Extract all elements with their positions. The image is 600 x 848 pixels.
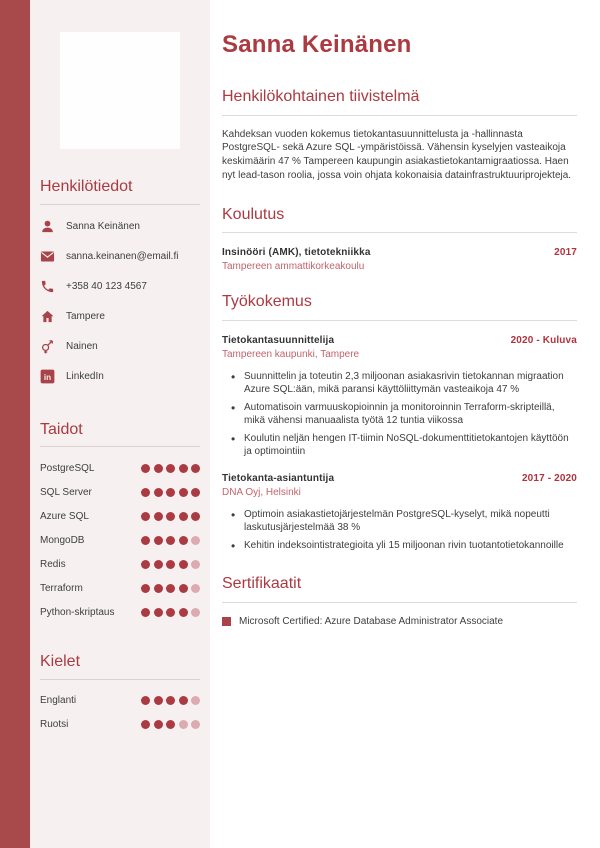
language-rating xyxy=(141,696,200,705)
skill-item xyxy=(40,504,200,528)
rating-dot-filled xyxy=(166,488,175,497)
rating-dot-filled xyxy=(141,512,150,521)
skill-item xyxy=(40,480,200,504)
sidebar-heading-skills: Taidot xyxy=(40,420,83,438)
rating-dot-filled xyxy=(154,512,163,521)
contact-list xyxy=(40,212,200,392)
sidebar-section-skills xyxy=(40,421,200,625)
bullet-item: • Suunnittelin ja toteutin 2,3 miljoonan asiakasrivin tietokannan migraation Azure SQL:ään, mikä paransi käyttöliittymän vasteaikoja 47 % xyxy=(222,370,577,397)
skill-label: SQL Server xyxy=(40,486,92,498)
bullet-item: • Optimoin asiakastietojärjestelmän PostgreSQL-kyselyt, mikä nopeutti laskutusjärjestelmää 38 % xyxy=(222,508,577,535)
skill-rating xyxy=(141,608,200,617)
rating-dot-filled xyxy=(166,584,175,593)
experience-entry-header xyxy=(222,473,577,484)
contact-item xyxy=(40,362,200,392)
rating-dot-filled xyxy=(166,536,175,545)
section-experience xyxy=(222,293,577,552)
contact-label: Nainen xyxy=(66,341,98,353)
rating-dot-filled xyxy=(166,608,175,617)
rating-dot-empty xyxy=(179,720,188,729)
skill-label: MongoDB xyxy=(40,534,85,546)
skills-list xyxy=(40,456,200,624)
experience-section-title: Työkokemus xyxy=(222,293,312,311)
education-entries xyxy=(222,247,577,272)
rating-dot-empty xyxy=(191,560,200,569)
experience-entries xyxy=(222,335,577,553)
rating-dot-filled xyxy=(179,488,188,497)
rating-dot-filled xyxy=(154,464,163,473)
rating-dot-filled xyxy=(141,464,150,473)
experience-entry-header xyxy=(222,335,577,346)
section-summary xyxy=(222,88,577,183)
rating-dot-filled xyxy=(141,560,150,569)
rating-dot-filled xyxy=(179,608,188,617)
rating-dot-filled xyxy=(166,696,175,705)
skill-rating xyxy=(141,560,200,569)
rating-dot-filled xyxy=(141,720,150,729)
job-title: Tietokanta-asiantuntija xyxy=(222,472,335,484)
job-title: Tietokantasuunnittelija xyxy=(222,334,335,346)
skill-item xyxy=(40,576,200,600)
rating-dot-empty xyxy=(191,696,200,705)
sidebar xyxy=(30,0,210,848)
school-name: Tampereen ammattikorkeakoulu xyxy=(222,261,365,273)
rating-dot-filled xyxy=(154,536,163,545)
rating-dot-filled xyxy=(179,512,188,521)
photo-placeholder xyxy=(60,32,180,149)
employer-name: Tampereen kaupunki, Tampere xyxy=(222,348,360,360)
rating-dot-filled xyxy=(191,464,200,473)
skill-rating xyxy=(141,584,200,593)
certification-item xyxy=(222,616,577,627)
phone-icon xyxy=(40,279,55,294)
job-bullets xyxy=(222,370,577,459)
job-date: 2020 - Kuluva xyxy=(510,334,577,346)
languages-list xyxy=(40,689,200,737)
bullet-item: • Kehitin indeksointistrategioita yli 15 miljoonan rivin tuotantotietokannoille xyxy=(222,539,577,553)
skill-item xyxy=(40,552,200,576)
education-date: 2017 xyxy=(554,247,577,259)
rating-dot-empty xyxy=(191,584,200,593)
rating-dot-filled xyxy=(166,560,175,569)
language-label: Ruotsi xyxy=(40,719,69,731)
contact-item xyxy=(40,212,200,242)
contact-label: +358 40 123 4567 xyxy=(66,281,147,293)
section-certifications xyxy=(222,575,577,627)
job-bullets xyxy=(222,508,577,553)
skill-label: Redis xyxy=(40,558,66,570)
sidebar-section-contact xyxy=(40,178,200,392)
bullet-item: • Automatisoin varmuuskopioinnin ja monitoroinnin Terraform-skripteillä, mikä vähensi manuaalista työtä 12 tuntia viikossa xyxy=(222,401,577,428)
section-divider xyxy=(222,602,577,603)
summary-text: Kahdeksan vuoden kokemus tietokantasuunnittelusta ja -hallinnasta PostgreSQL- sekä Azure SQL -ympäristöissä. Vähensin kyselyjen vasteaikoja keskimäärin 47 % Tampereen kaupungin asiakastietokantamigraatiossa. Haen nyt lead-tason roolia, jossa voin ohjata kokonaisia datainfrastruktuuriprojekteja. xyxy=(222,128,572,181)
person-icon xyxy=(40,219,55,234)
employer-name: DNA Oyj, Helsinki xyxy=(222,486,301,498)
language-rating xyxy=(141,720,200,729)
skill-label: Python-skriptaus xyxy=(40,606,115,618)
rating-dot-filled xyxy=(191,488,200,497)
rating-dot-filled xyxy=(141,608,150,617)
skill-label: PostgreSQL xyxy=(40,462,95,474)
language-item xyxy=(40,713,200,737)
education-entry-header xyxy=(222,247,577,258)
rating-dot-filled xyxy=(179,464,188,473)
job-date: 2017 - 2020 xyxy=(521,472,577,484)
contact-item xyxy=(40,302,200,332)
rating-dot-filled xyxy=(166,512,175,521)
skill-rating xyxy=(141,512,200,521)
rating-dot-empty xyxy=(191,608,200,617)
language-label: Englanti xyxy=(40,695,77,707)
rating-dot-filled xyxy=(166,464,175,473)
rating-dot-filled xyxy=(141,536,150,545)
section-divider xyxy=(222,115,577,116)
contact-item xyxy=(40,242,200,272)
contact-item xyxy=(40,332,200,362)
skill-rating xyxy=(141,536,200,545)
accent-stripe xyxy=(0,0,30,848)
sidebar-heading-languages: Kielet xyxy=(40,653,81,671)
sidebar-heading-contact: Henkilötiedot xyxy=(40,178,133,195)
rating-dot-filled xyxy=(179,584,188,593)
contact-label: LinkedIn xyxy=(66,371,104,383)
page-title: Sanna Keinänen xyxy=(222,31,412,58)
svg-text:in: in xyxy=(43,373,52,383)
certificate-square-icon xyxy=(222,617,231,626)
skill-item xyxy=(40,528,200,552)
degree-title: Insinööri (AMK), tietotekniikka xyxy=(222,247,371,259)
linkedin-icon xyxy=(40,369,55,384)
bullet-item: • Koulutin neljän hengen IT-tiimin NoSQL-dokumenttitietokantojen käyttöön ja optimointiin xyxy=(222,432,577,459)
experience-entry xyxy=(222,473,577,553)
certifications-list xyxy=(222,616,577,627)
rating-dot-empty xyxy=(191,536,200,545)
certification-label: Microsoft Certified: Azure Database Administrator Associate xyxy=(239,616,504,628)
envelope-icon xyxy=(40,249,55,264)
experience-entry xyxy=(222,335,577,459)
rating-dot-filled xyxy=(166,720,175,729)
certifications-section-title: Sertifikaatit xyxy=(222,575,302,593)
skill-rating xyxy=(141,464,200,473)
rating-dot-filled xyxy=(141,696,150,705)
contact-label: sanna.keinanen@email.fi xyxy=(66,251,179,263)
skill-item xyxy=(40,456,200,480)
sidebar-divider xyxy=(40,679,200,680)
education-entry xyxy=(222,247,577,272)
section-divider xyxy=(222,232,577,233)
rating-dot-filled xyxy=(179,536,188,545)
rating-dot-filled xyxy=(179,696,188,705)
contact-item xyxy=(40,272,200,302)
rating-dot-filled xyxy=(154,584,163,593)
rating-dot-filled xyxy=(154,488,163,497)
sidebar-section-languages xyxy=(40,653,200,737)
rating-dot-filled xyxy=(141,488,150,497)
rating-dot-filled xyxy=(154,608,163,617)
rating-dot-filled xyxy=(179,560,188,569)
gender-icon xyxy=(40,339,55,354)
rating-dot-filled xyxy=(154,696,163,705)
language-item xyxy=(40,689,200,713)
rating-dot-filled xyxy=(141,584,150,593)
rating-dot-filled xyxy=(154,720,163,729)
sidebar-divider xyxy=(40,204,200,205)
section-divider xyxy=(222,320,577,321)
education-section-title: Koulutus xyxy=(222,205,285,223)
main-content xyxy=(210,0,600,848)
skill-label: Azure SQL xyxy=(40,510,89,522)
contact-label: Tampere xyxy=(66,311,105,323)
rating-dot-filled xyxy=(154,560,163,569)
skill-label: Terraform xyxy=(40,582,83,594)
section-education xyxy=(222,206,577,273)
summary-section-title: Henkilökohtainen tiivistelmä xyxy=(222,88,420,105)
skill-item xyxy=(40,600,200,624)
skill-rating xyxy=(141,488,200,497)
rating-dot-filled xyxy=(191,512,200,521)
rating-dot-empty xyxy=(191,720,200,729)
sidebar-divider xyxy=(40,446,200,447)
contact-label: Sanna Keinänen xyxy=(66,221,140,233)
home-icon xyxy=(40,309,55,324)
